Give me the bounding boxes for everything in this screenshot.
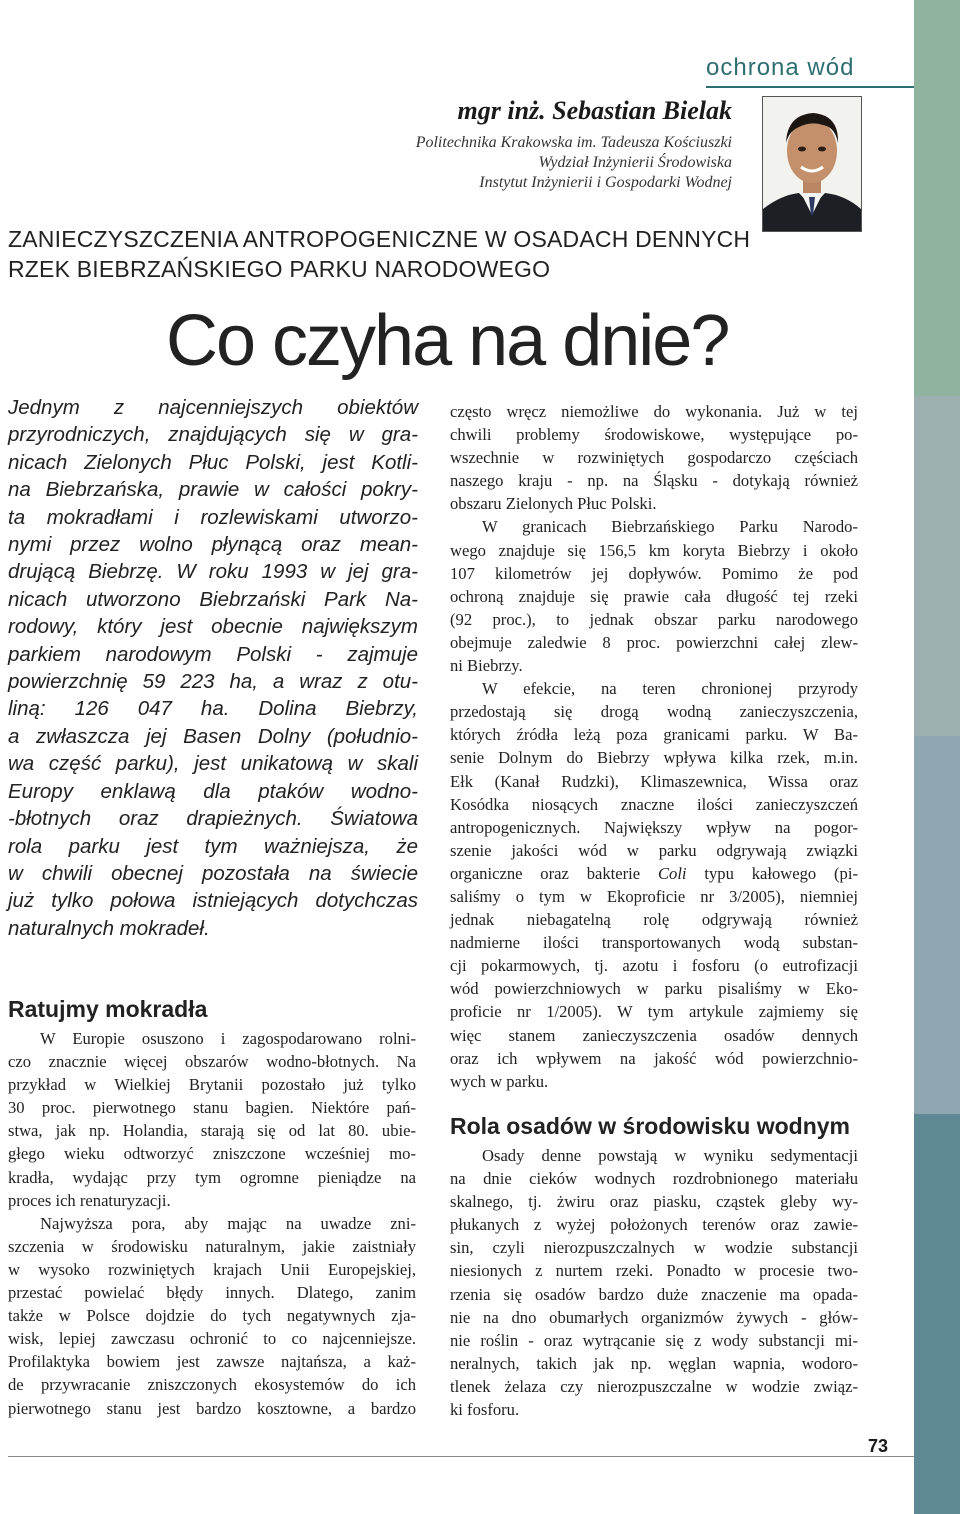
- body-line: 30 proc. pierwotnego stanu bagien. Niektóre pań-: [8, 1098, 416, 1118]
- body-line: naszego kraju - np. na Śląsku - dotykają również: [450, 471, 858, 491]
- body-line: na dnie cieków wodnych rozdrobnionego materiału: [450, 1169, 858, 1189]
- body-line: nie na dno obumarłych organizmów żywych - głów-: [450, 1307, 858, 1327]
- body-line: senie Dolnym do Biebrzy wpływa kilka rzek, m.in.: [450, 748, 858, 768]
- body-line: organiczne oraz bakterie Coli typu kałowego (pi-: [450, 863, 858, 883]
- body-line: pierwotnego stanu jest bardzo kosztowne, a bardzo: [8, 1398, 416, 1418]
- body-line: ochroną znajduje się prawie cała długość tej rzeki: [450, 586, 858, 606]
- article-subtitle-line-2: RZEK BIEBRZAŃSKIEGO PARKU NARODOWEGO: [8, 256, 551, 282]
- body-line: Kosódka niosących znaczne ilości zanieczyszczeń: [450, 794, 858, 814]
- lead-line: naturalnych mokradeł.: [8, 916, 210, 940]
- lead-line: wa część parku), jest unikatową w skali: [8, 752, 418, 776]
- body-line: Najwyższa pora, aby mając na uwadze zni-: [40, 1213, 416, 1233]
- body-line: ni Biebrzy.: [450, 656, 523, 676]
- lead-line: powierzchnię 59 223 ha, a wraz z otu-: [8, 670, 418, 694]
- body-line: także w Polsce dojdzie do tych negatywnych zja-: [8, 1306, 416, 1326]
- lead-line: liną: 126 047 ha. Dolina Biebrzy,: [8, 697, 418, 721]
- body-line: wych w parku.: [450, 1071, 549, 1091]
- body-line: szczenia w środowisku naturalnym, jakie zaistniały: [8, 1236, 416, 1256]
- lead-line: na Biebrzańska, prawie w całości pokry-: [8, 478, 418, 502]
- lead-line: już tylko połowa istniejących dotychczas: [8, 889, 418, 913]
- body-line: płukanych z wyżej położonych terenów oraz zawie-: [450, 1215, 858, 1235]
- article-subtitle-line-1: ZANIECZYSZCZENIA ANTROPOGENICZNE W OSADACH DENNYCH: [8, 226, 751, 252]
- lead-line: nymi przez wolno płynącą oraz mean-: [8, 533, 418, 557]
- body-line: stwa, jak np. Holandia, starają się od lat 80. ubie-: [8, 1121, 416, 1141]
- body-line: więc stanem zanieczyszczenia osadów dennych: [450, 1025, 858, 1045]
- body-line: 107 kilometrów jej dopływów. Pomimo że pod: [450, 563, 858, 583]
- body-line: nie roślin - oraz wytrącanie się z wody substancji mi-: [450, 1330, 858, 1350]
- article-title: Co czyha na dnie?: [166, 301, 729, 381]
- body-line: nadmierne ilości transportowanych wodą substan-: [450, 933, 858, 953]
- lead-line: drującą Biebrzę. W roku 1993 w jej gra-: [8, 560, 418, 584]
- body-line: skalnego, tj. żwiru oraz piasku, cząstek gleby wy-: [450, 1192, 858, 1212]
- lead-line: a zwłaszcza jej Basen Dolny (południo-: [8, 724, 418, 748]
- lead-line: -błotnych oraz drapieżnych. Światowa: [8, 807, 418, 831]
- page-number: 73: [868, 1436, 889, 1456]
- body-line: W Europie osuszono i zagospodarowano rolni-: [40, 1029, 416, 1048]
- body-line: obszaru Zielonych Płuc Polski.: [450, 494, 657, 514]
- body-line: przedostają się drogą wodną zanieczyszczenia,: [450, 702, 858, 722]
- body-line: sin, czyli nierozpuszczalnych w wodzie substancji: [450, 1238, 858, 1258]
- lead-line: Jednym z najcenniejszych obiektów: [8, 396, 418, 419]
- lead-line: rola parku jest tym ważniejsza, że: [8, 834, 418, 858]
- body-line: czo znacznie więcej obszarów wodno-błotnych. Na: [8, 1052, 416, 1072]
- lead-line: ta mokradłami i rozlewiskami utworzo-: [8, 505, 418, 529]
- body-line: których źródła leżą poza granicami parku. W Ba-: [450, 725, 858, 745]
- body-line: szenie jakości wód w parku odgrywają związki: [450, 840, 858, 860]
- body-line: niesionych z nurtem rzeki. Ponadto w procesie two-: [450, 1261, 858, 1281]
- body-line: proces ich renaturyzacji.: [8, 1190, 171, 1210]
- section-heading-rola-osadow: Rola osadów w środowisku wodnym: [450, 1113, 850, 1139]
- affiliation-university: Politechnika Krakowska im. Tadeusza Kościuszki: [415, 134, 732, 151]
- body-line: tlenek żelaza czy nierozpuszczalne w wodzie związ-: [450, 1376, 858, 1396]
- body-line: wisk, lepiej zawczasu ochronić to co najcenniejsze.: [8, 1329, 416, 1349]
- body-line: (92 proc.), to jednak obszar parku narodowego: [450, 609, 858, 629]
- body-line: chwili problemy środowiskowe, występujące po-: [450, 425, 858, 445]
- lead-line: w chwili obecnej pozostała na świecie: [8, 861, 418, 885]
- affiliation-institute: Instytut Inżynierii i Gospodarki Wodnej: [479, 174, 732, 191]
- lead-line: rodowy, który jest obecnie największym: [8, 615, 418, 639]
- body-line: często wręcz niemożliwe do wykonania. Już w tej: [450, 402, 858, 421]
- body-line: rzenia się osadów bardzo duże znaczenie ma opada-: [450, 1284, 858, 1304]
- body-line: wszechnie w rozwiniętych gospodarczo częściach: [450, 448, 858, 468]
- body-line: kradła, wydając przy tym ogromne pieniądze na: [8, 1167, 416, 1187]
- body-line: antropogenicznych. Największy wpływ na pogor-: [450, 817, 858, 837]
- lead-line: parkiem narodowym Polski - zajmuje: [8, 642, 418, 666]
- header-rule: [706, 86, 914, 88]
- body-line: W efekcie, na teren chronionej przyrody: [482, 679, 858, 699]
- author-photo: [762, 96, 862, 232]
- body-line: wód powierzchniowych w parku pisaliśmy w Eko-: [450, 979, 858, 999]
- body-line: obejmuje zaledwie 8 proc. powierzchni całej zlew-: [450, 632, 858, 652]
- body-line: W granicach Biebrzańskiego Parku Narodo-: [482, 517, 858, 537]
- body-line: de przywracanie zniszczonych ekosystemów do ich: [8, 1375, 416, 1395]
- lead-line: nicach utworzono Biebrzański Park Na-: [8, 587, 418, 611]
- body-line: jednak niebagatelną rolę odgrywają również: [450, 910, 858, 930]
- body-line: saliśmy o tym w Ekoproficie nr 3/2005), niemniej: [450, 886, 858, 906]
- body-line: proficie nr 1/2005). W tym artykule zajmiemy się: [450, 1002, 858, 1022]
- left-column-text: [8, 1027, 416, 1420]
- body-line: ki fosforu.: [450, 1400, 520, 1420]
- decorative-side-strip: [914, 0, 960, 1514]
- footer-rule: [8, 1456, 914, 1457]
- body-line: neralnych, takich jak np. węglan wapnia, wodoro-: [450, 1353, 858, 1373]
- body-line: cji pokarmowych, tj. azotu i fosforu (o eutrofizacji: [450, 956, 858, 976]
- author-name: mgr inż. Sebastian Bielak: [457, 96, 732, 125]
- body-line: Profilaktyka bowiem jest zawsze najtańsza, a każ-: [8, 1352, 416, 1372]
- lead-line: Europy enklawą dla ptaków wodno-: [8, 779, 418, 803]
- body-line: oraz ich wpływem na jakość wód powierzchnio-: [450, 1048, 858, 1068]
- body-line: wego znajduje się 156,5 km koryta Biebrzy i około: [450, 540, 858, 560]
- affiliation-faculty: Wydział Inżynierii Środowiska: [538, 154, 732, 171]
- lead-line: nicach Zielonych Płuc Polski, jest Kotli-: [8, 450, 418, 474]
- section-heading-ratujmy: Ratujmy mokradła: [8, 996, 208, 1022]
- body-line: przykład w Wielkiej Brytanii pozostało już tylko: [8, 1075, 416, 1095]
- body-line: głego wieku odtworzyć zniszczone wcześniej mo-: [8, 1144, 416, 1164]
- body-line: w wysoko rozwiniętych krajach Unii Europejskiej,: [8, 1259, 416, 1279]
- right-column-text: [450, 400, 858, 1093]
- right-column-text-2: [450, 1144, 858, 1421]
- lead-paragraph: [8, 394, 418, 942]
- body-line: przestać powielać błędy innych. Dlatego, zanim: [8, 1283, 416, 1303]
- section-label: ochrona wód: [706, 54, 855, 81]
- lead-line: przyrodniczych, znajdujących się w gra-: [8, 423, 418, 447]
- body-line: Ełk (Kanał Rudzki), Klimaszewnica, Wissa oraz: [450, 771, 858, 791]
- body-line: Osady denne powstają w wyniku sedymentacji: [482, 1146, 858, 1165]
